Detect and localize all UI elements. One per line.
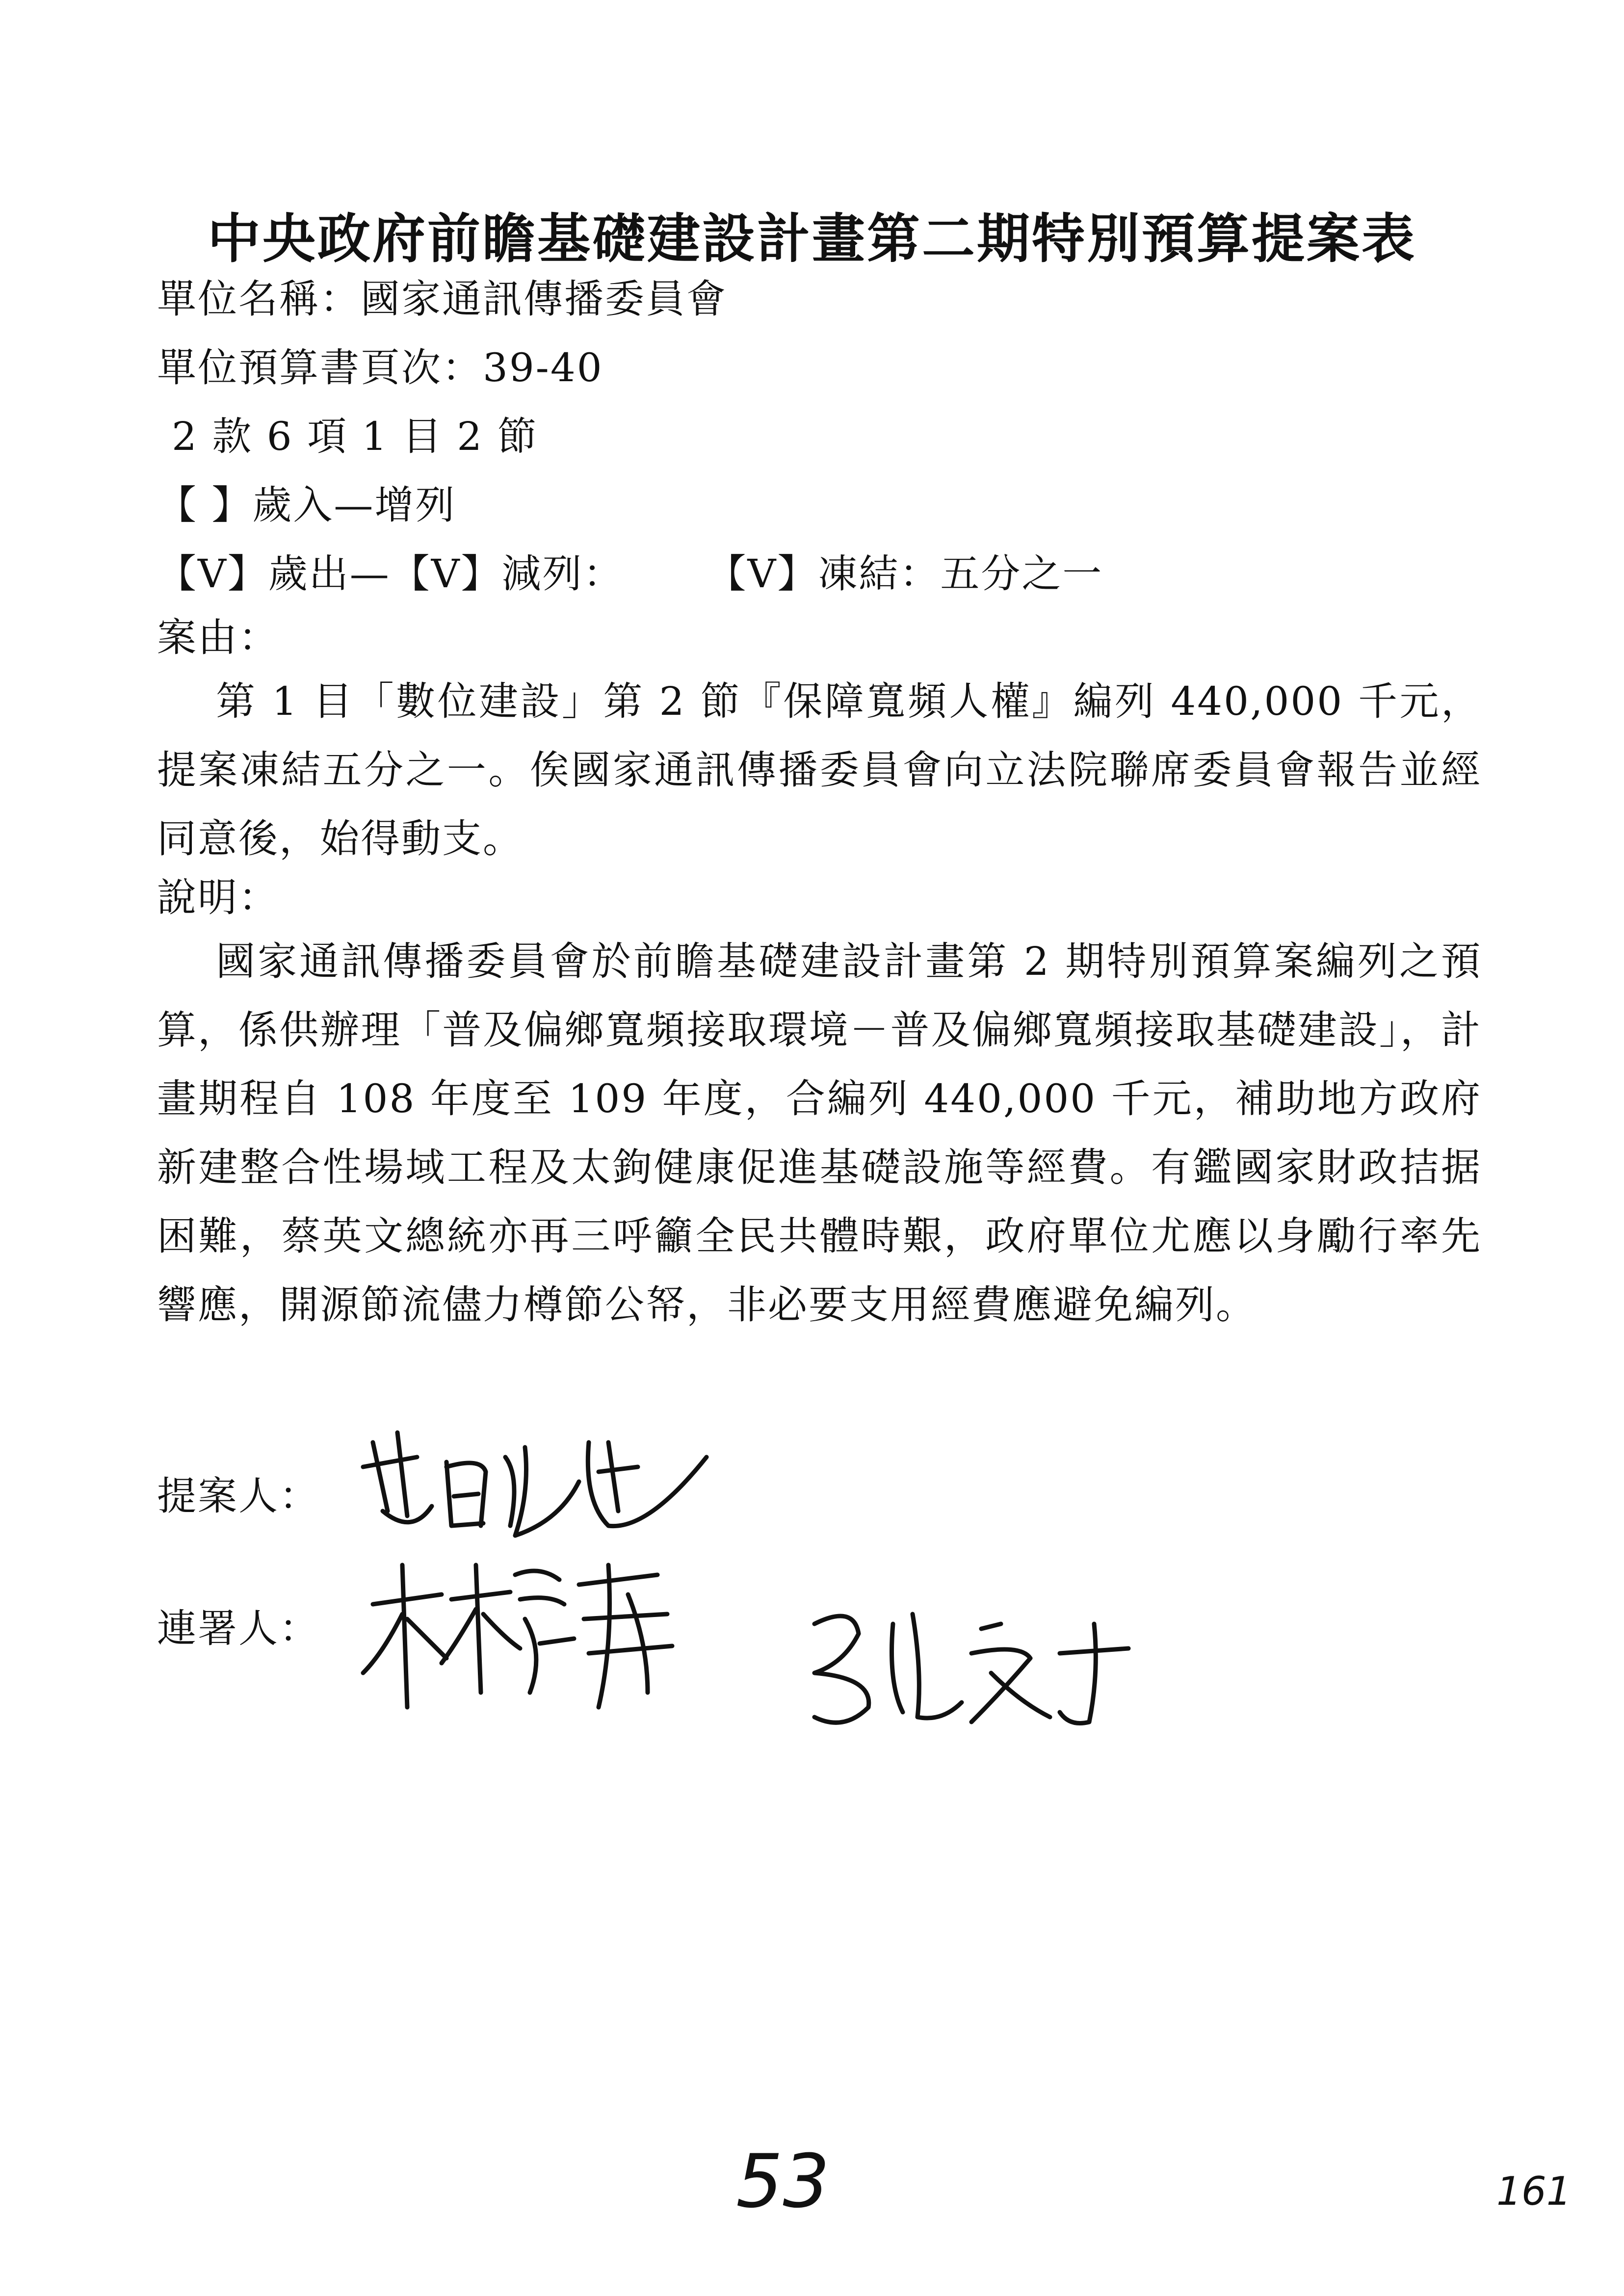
cosigner-signature-1-image: [353, 1545, 707, 1722]
unit-name: 單位名稱：國家通訊傳播委員會: [157, 276, 727, 322]
cosigner-signature-2-image: [795, 1594, 1148, 1742]
explanation-text: 國家通訊傳播委員會於前瞻基礎建設計畫第 2 期特別預算案編列之預算，係供辦理「普及偏鄉寬頻接取環境－普及偏鄉寬頻接取基礎建設」，計畫期程自 108 年度至 109 年度，合編列 440,000 千元，補助地方政府新建整合性場域工程及太鉤健康促進基礎設施等經費。有鑑國家財政拮据困難，蔡英文總統亦再三呼籲全民共體時艱，政府單位尤應以身勵行率先響應，開源節流儘力樽節公帑，非必要支用經費應避免編列。: [157, 939, 1482, 1328]
expenditure-line: 【V】歲出—【V】減列： 【V】凍結：五分之一: [157, 551, 1103, 597]
page-number-corner: 161: [1496, 2168, 1572, 2214]
explanation-label: 說明：: [157, 875, 279, 920]
budget-pages: 單位預算書頁次：39-40: [157, 345, 603, 391]
reason-label: 案由：: [157, 615, 279, 660]
document-title: 中央政府前瞻基礎建設計畫第二期特別預算提案表: [207, 208, 1416, 270]
page-number-main: 53: [736, 2139, 830, 2224]
cosigner-label: 連署人：: [157, 1606, 320, 1651]
reason-paragraph: [157, 667, 1482, 873]
item-code: 2 款 6 項 1 目 2 節: [172, 414, 538, 459]
explanation-paragraph: [157, 927, 1482, 1339]
proposer-label: 提案人：: [157, 1473, 320, 1519]
revenue-line: 【 】歲入—增列: [157, 482, 456, 528]
reason-text: 第 1 目「數位建設」第 2 節『保障寬頻人權』編列 440,000 千元，提案凍結五分之一。俟國家通訊傳播委員會向立法院聯席委員會報告並經同意後，始得動支。: [157, 678, 1482, 861]
proposer-signature-image: [353, 1413, 736, 1560]
